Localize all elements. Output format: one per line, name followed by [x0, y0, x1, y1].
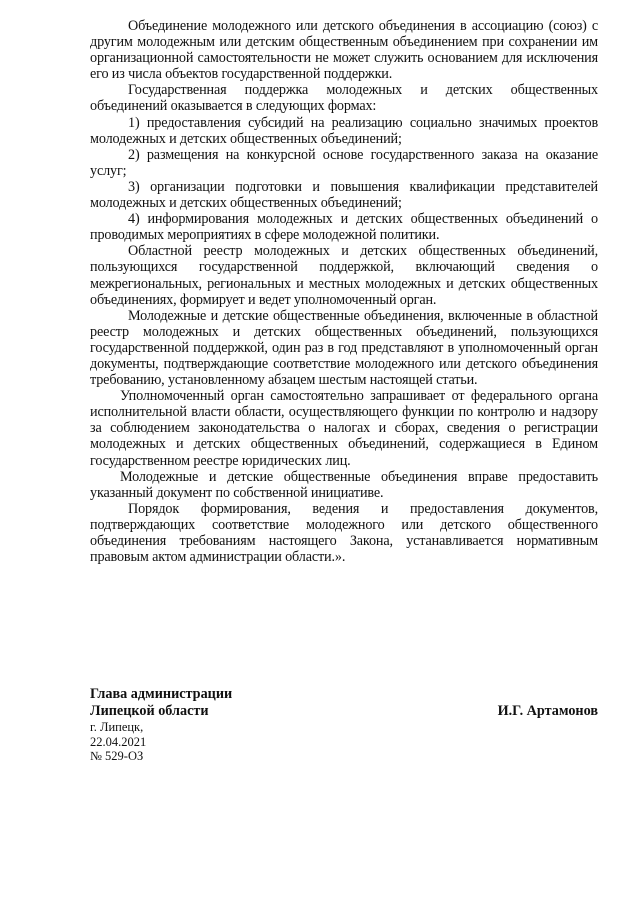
document-body: [90, 18, 598, 565]
signature-date: 22.04.2021: [90, 734, 147, 749]
paragraph-authority-request: Уполномоченный орган самостоятельно запрашивает от федерального органа исполнительной власти области, осуществляющего функции по контролю и надзору за соблюдением законодательства о налогах и сборах, сведения о регистрации молодежных и детских общественных объединений, содержащиеся в Едином государственном реестре юридических лиц.: [90, 388, 598, 469]
paragraph-procedure: Порядок формирования, ведения и предоставления документов, подтверждающих соответствие молодежного или детского общественного объединения требованиям настоящего Закона, устанавливается нормативным правовым актом администрации области.».: [90, 500, 598, 566]
paragraph-association: Объединение молодежного или детского объединения в ассоциацию (союз) с другим молодежным или детским общественным объединением при сохранении им организационной самостоятельности не может служить основанием для исключения его из числа объектов государственной поддержки.: [90, 18, 598, 83]
list-item-subsidies: 1) предоставления субсидий на реализацию социально значимых проектов молодежных и детских общественных объединений;: [90, 114, 598, 147]
list-item-training: 3) организации подготовки и повышения квалификации представителей молодежных и детских общественных объединений;: [90, 178, 598, 212]
law-number: № 529-ОЗ: [90, 749, 144, 763]
paragraph-annual-documents: Молодежные и детские общественные объединения, включенные в областной реестр молодежных и детских общественных объединений, пользующихся государственной поддержкой, один раз в год представляют в уполномоченный орган документы, подтверждающие соответствие молодежного или детского объединения требованию, установленному абзацем шестым настоящей статьи.: [90, 307, 598, 389]
list-item-informing: 4) информирования молодежных и детских общественных объединений о проводимых мероприятиях в сфере молодежной политики.: [90, 211, 598, 244]
list-item-state-order: 2) размещения на конкурсной основе государственного заказа на оказание услуг;: [90, 146, 598, 179]
signatory-name: И.Г. Артамонов: [497, 703, 598, 719]
paragraph-support-forms: Государственная поддержка молодежных и детских общественных объединений оказывается в следующих формах:: [90, 82, 598, 115]
signature-city: г. Липецк,: [90, 720, 144, 734]
signature-block: [90, 686, 598, 764]
signature-title-row-2: [90, 703, 598, 720]
signature-title-line-1: Глава администрации: [90, 686, 233, 702]
paragraph-own-initiative: Молодежные и детские общественные объединения вправе предоставить указанный документ по собственной инициативе.: [90, 468, 598, 501]
signature-title-row-1: [90, 686, 598, 703]
signature-title-line-2: Липецкой области: [90, 703, 209, 719]
paragraph-regional-register: Областной реестр молодежных и детских общественных объединений, пользующихся государственной поддержкой, включающий сведения о межрегиональных, региональных и местных молодежных и детских общественных объединениях, формирует и ведет уполномоченный орган.: [90, 243, 598, 308]
